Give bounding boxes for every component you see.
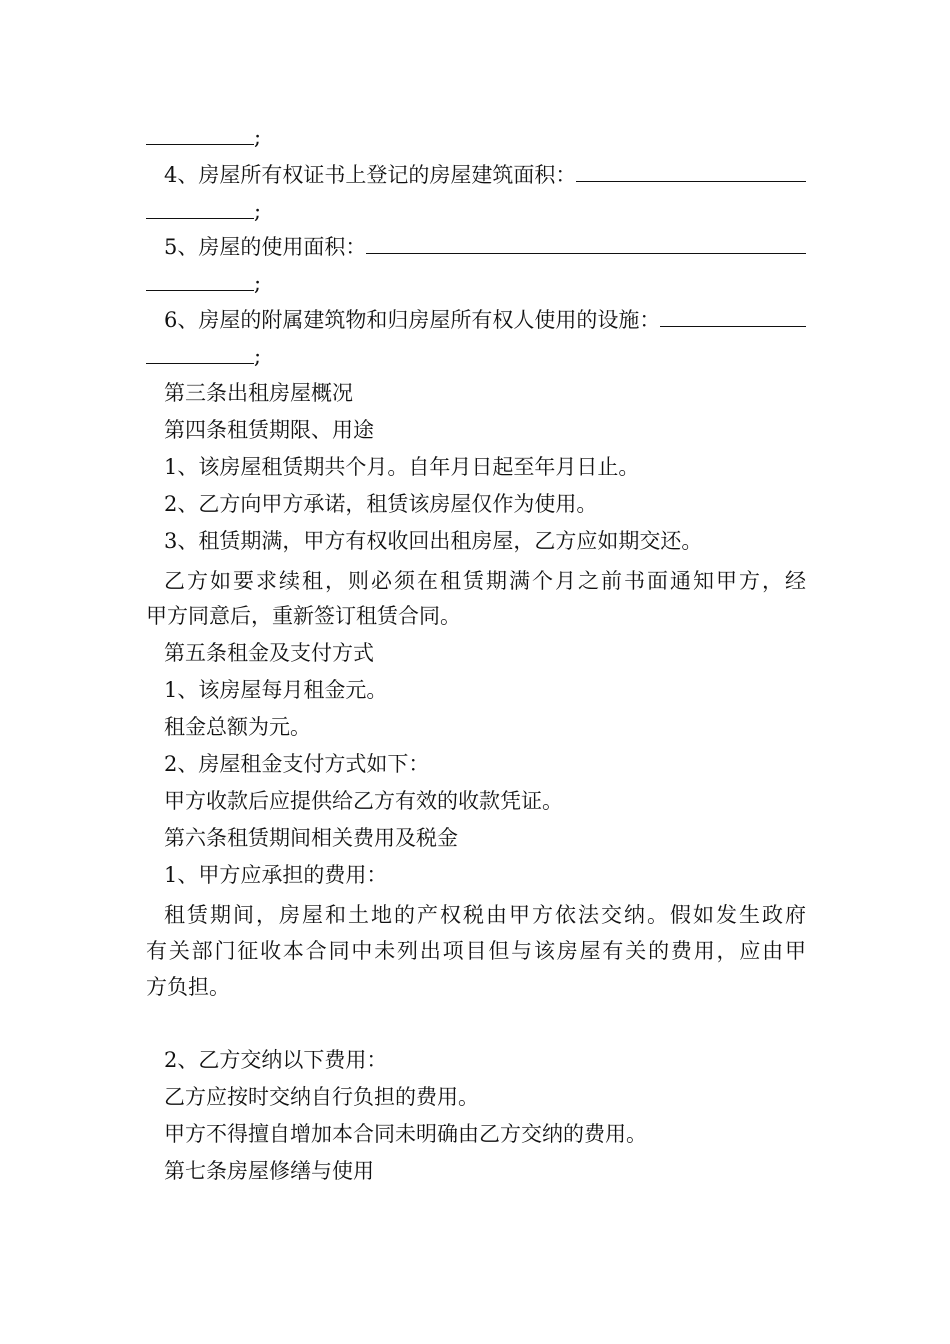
blank-underline: [146, 198, 254, 219]
blank-line-4: ;: [146, 341, 806, 371]
article-6-clause-2b: 甲方不得擅自增加本合同未明确由乙方交纳的费用。: [164, 1122, 647, 1146]
article-6-clause-2: 2、乙方交纳以下费用：: [164, 1048, 388, 1072]
article-4-clause-3: 3、租赁期满，甲方有权收回出租房屋，乙方应如期交还。: [164, 529, 703, 553]
article-4-clause-2: 2、乙方向甲方承诺，租赁该房屋仅作为使用。: [164, 492, 598, 516]
blank-underline: [576, 161, 806, 182]
item-4-line: [164, 160, 806, 190]
article-6-heading: 第六条租赁期间相关费用及税金: [164, 826, 458, 850]
blank-line-2: ;: [146, 196, 806, 226]
item-5-line: [164, 232, 806, 262]
tax-paragraph-line-3: 方负担。: [146, 975, 230, 999]
blank-underline: [146, 270, 254, 291]
article-5-clause-1: 1、该房屋每月租金元。: [164, 678, 388, 702]
article-3-heading: 第三条出租房屋概况: [164, 381, 353, 405]
article-6-clause-2a: 乙方应按时交纳自行负担的费用。: [164, 1085, 479, 1109]
blank-line-3: ;: [146, 268, 806, 298]
item-5-text: 5、房屋的使用面积：: [164, 235, 367, 259]
article-6-clause-1: 1、甲方应承担的费用：: [164, 863, 388, 887]
item-6-text: 6、房屋的附属建筑物和归房屋所有权人使用的设施：: [164, 308, 661, 332]
tax-paragraph-line-2: 有关部门征收本合同中未列出项目但与该房屋有关的费用，应由甲: [146, 939, 806, 963]
article-5-heading: 第五条租金及支付方式: [164, 641, 374, 665]
item-4-text: 4、房屋所有权证书上登记的房屋建筑面积：: [164, 163, 577, 187]
article-4-clause-1: 1、该房屋租赁期共个月。自年月日起至年月日止。: [164, 455, 640, 479]
tax-paragraph-line-1: 租赁期间，房屋和土地的产权税由甲方依法交纳。假如发生政府: [164, 903, 806, 927]
article-5-clause-2: 2、房屋租金支付方式如下：: [164, 752, 430, 776]
renewal-paragraph-line-2: 甲方同意后，重新签订租赁合同。: [146, 604, 461, 628]
blank-underline: [366, 233, 806, 254]
article-4-heading: 第四条租赁期限、用途: [164, 418, 374, 442]
blank-underline: [146, 124, 254, 145]
blank-line-1: ;: [146, 122, 806, 152]
article-5-total-rent: 租金总额为元。: [164, 715, 311, 739]
blank-underline: [146, 343, 254, 364]
article-7-heading: 第七条房屋修缮与使用: [164, 1159, 374, 1183]
article-5-receipt: 甲方收款后应提供给乙方有效的收款凭证。: [164, 789, 563, 813]
blank-underline: [660, 306, 806, 327]
renewal-paragraph-line-1: 乙方如要求续租，则必须在租赁期满个月之前书面通知甲方，经: [164, 569, 806, 593]
item-6-line: [164, 305, 806, 335]
